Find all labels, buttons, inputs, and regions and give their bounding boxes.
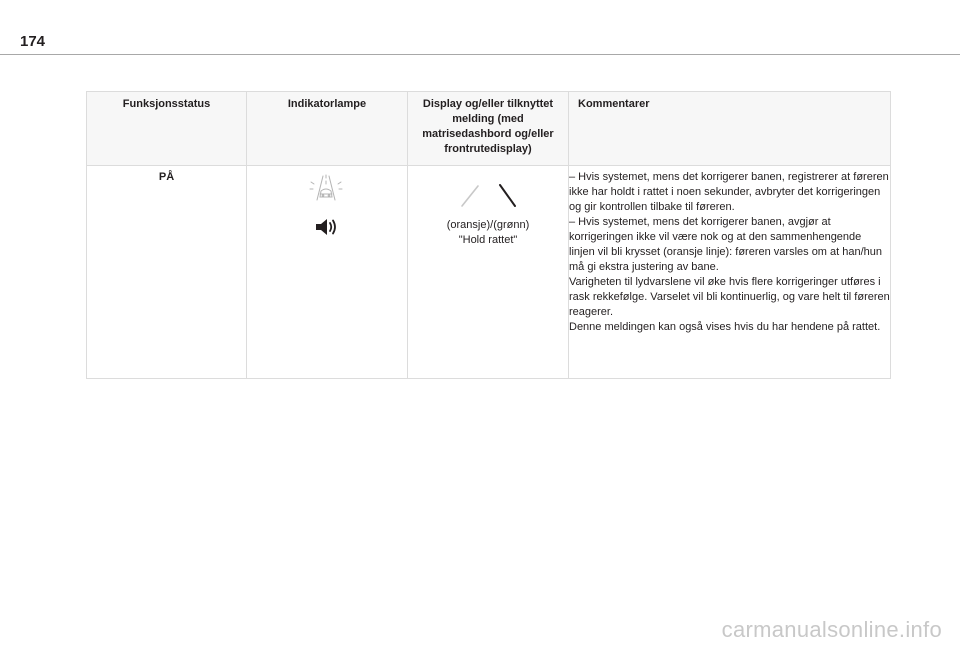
sound-alert-icon [314, 217, 340, 237]
header-comment: Kommentarer [569, 92, 891, 166]
header-rule [0, 54, 960, 55]
comment-line-2: – Hvis systemet, mens det korrigerer banen, avgjør at korrigeringen ikke vil være nok og at den sammenhengende linjen vil bli krysset (oransje linje): føreren varsles om at han/hun må gi ekstra justering av bane. [569, 216, 883, 273]
page-number: 174 [20, 33, 46, 50]
function-status-table [86, 91, 891, 379]
comment-line-4: Denne meldingen kan også vises hvis du har hendene på rattet. [569, 321, 881, 333]
header-display-label: Display og/eller tilknyttet melding (med matrisedashbord og/eller frontrutedisplay) [422, 98, 554, 155]
green-lane-line-icon [500, 185, 515, 206]
lane-keeping-warning-lamp-icon [309, 172, 343, 202]
comment-cell [569, 166, 891, 379]
display-message: (oransje)/(grønn) "Hold rattet" [446, 219, 530, 246]
comment-line-3: Varigheten til lydvarslene vil øke hvis flere korrigeringer utføres i rask rekkefølge. Varselet vil bli kontinuerlig, og vare helt til føreren reagerer. [569, 276, 890, 318]
watermark: carmanualsonline.info [721, 617, 942, 642]
lane-lines-display [458, 182, 520, 208]
comment-line-1: – Hvis systemet, mens det korrigerer banen, registrerer at føreren ikke har holdt i rattet i noen sekunder, avbryter det korrigeringen og gir kontrollen tilbake til føreren. [569, 171, 889, 213]
status-cell: PÅ [87, 166, 247, 379]
header-status: Funksjonsstatus [87, 92, 247, 166]
orange-lane-line-icon [462, 186, 478, 206]
lamp-cell [247, 166, 408, 379]
header-display [408, 92, 569, 166]
table-row [87, 166, 891, 379]
table-header-row [87, 92, 891, 166]
display-cell [408, 166, 569, 379]
header-lamp: Indikatorlampe [247, 92, 408, 166]
